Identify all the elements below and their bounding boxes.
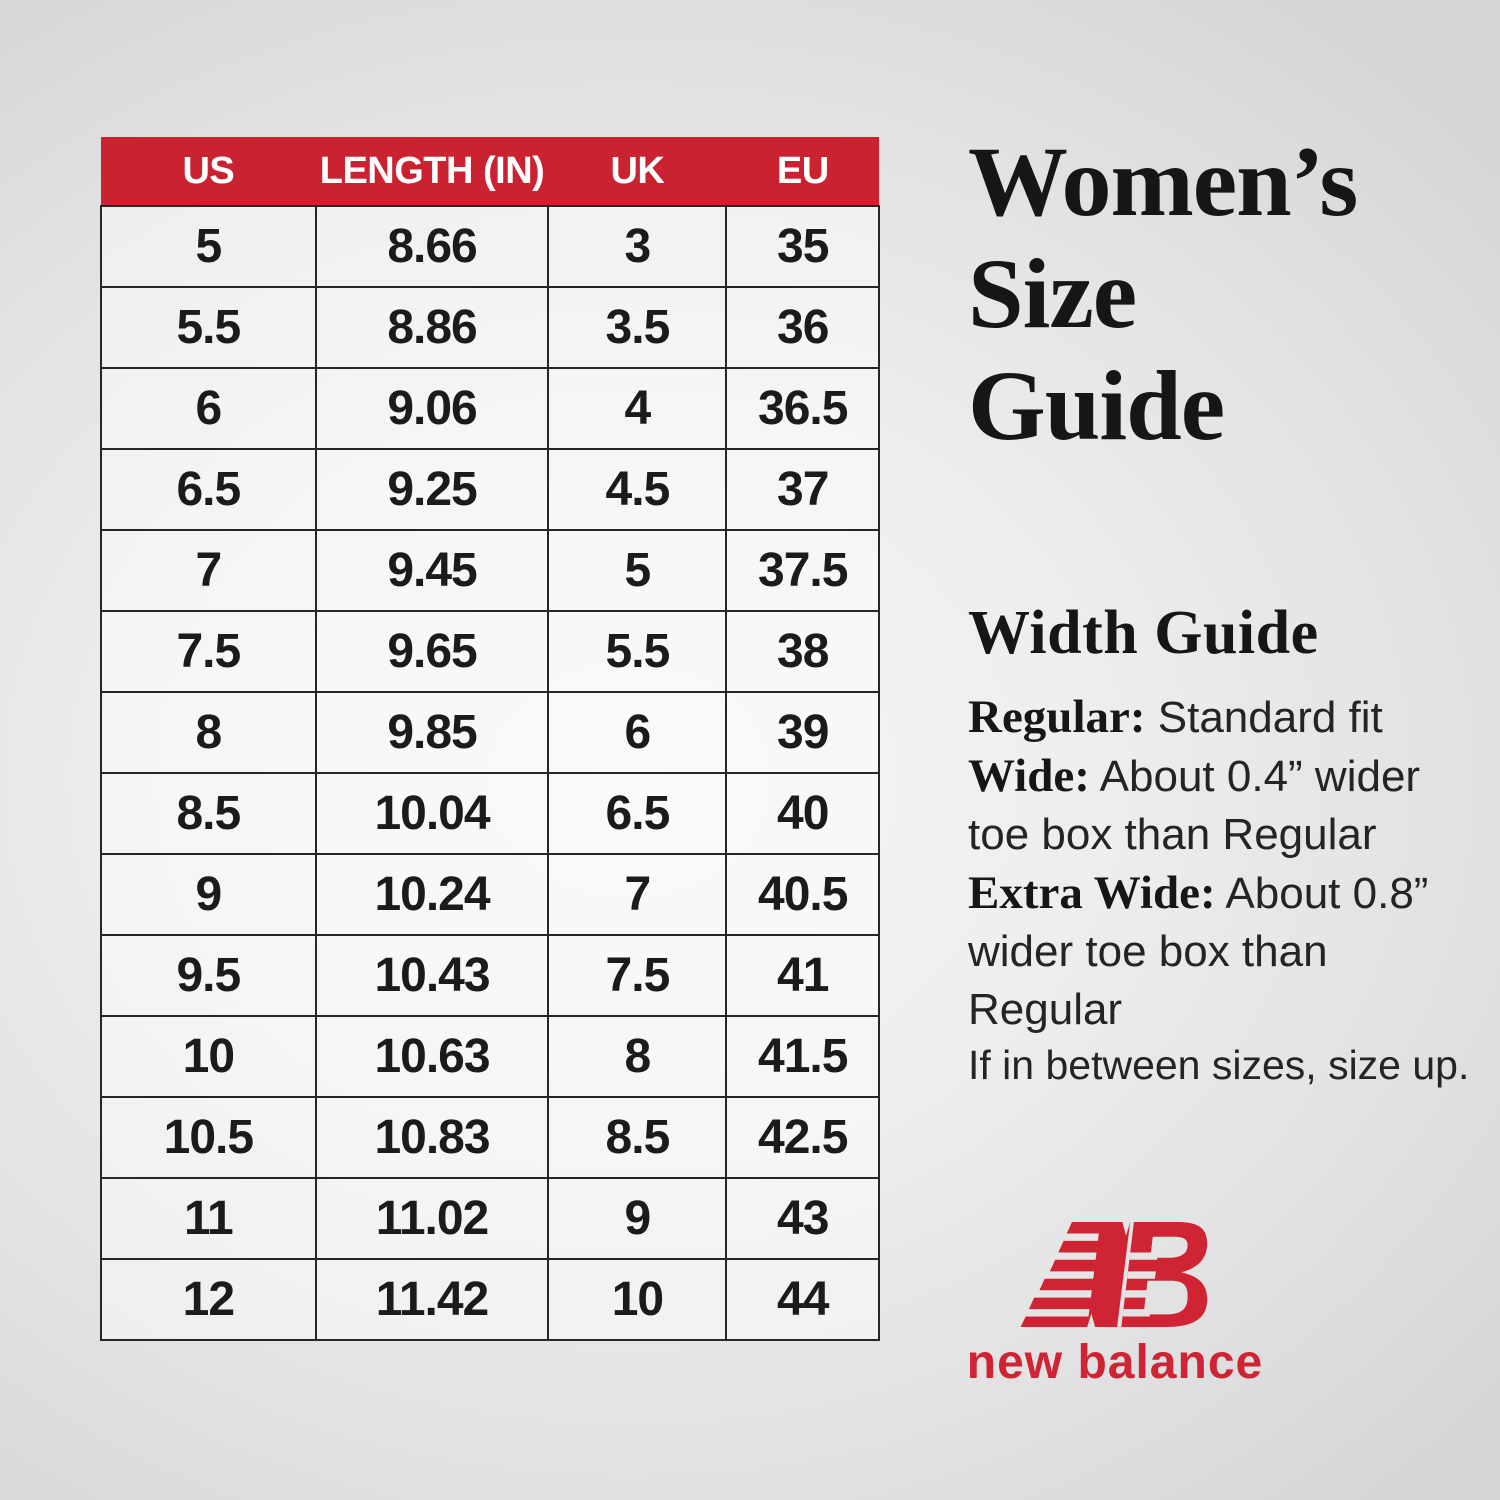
size-cell: 9.45 [316, 530, 549, 611]
column-header-us: US [101, 137, 316, 206]
table-row [101, 854, 879, 935]
brand-block [950, 1222, 1280, 1390]
size-cell: 7.5 [101, 611, 316, 692]
size-cell: 4 [548, 368, 726, 449]
size-cell: 8.86 [316, 287, 549, 368]
size-cell: 10.5 [101, 1097, 316, 1178]
size-cell: 44 [726, 1259, 879, 1340]
size-cell: 8.5 [101, 773, 316, 854]
column-header-eu: EU [726, 137, 879, 206]
size-cell: 36.5 [726, 368, 879, 449]
size-cell: 43 [726, 1178, 879, 1259]
size-cell: 8.66 [316, 206, 549, 287]
page-title-line-1: Women’s [968, 126, 1358, 237]
table-row [101, 1178, 879, 1259]
page-title [968, 126, 1357, 462]
size-conversion-table [100, 137, 880, 1341]
size-cell: 5 [101, 206, 316, 287]
table-row [101, 287, 879, 368]
table-body [101, 206, 879, 1340]
width-guide-heading: Width Guide [968, 599, 1319, 667]
size-cell: 11.42 [316, 1259, 549, 1340]
size-cell: 7.5 [548, 935, 726, 1016]
size-cell: 11 [101, 1178, 316, 1259]
table-row [101, 611, 879, 692]
size-cell: 5.5 [101, 287, 316, 368]
new-balance-logo-icon [1020, 1222, 1210, 1327]
size-cell: 7 [101, 530, 316, 611]
size-cell: 10.83 [316, 1097, 549, 1178]
column-header-length: LENGTH (IN) [316, 137, 549, 206]
size-cell: 38 [726, 611, 879, 692]
size-cell: 40.5 [726, 854, 879, 935]
sizing-note: If in between sizes, size up. [968, 1042, 1470, 1088]
page-title-line-3: Guide [968, 350, 1225, 461]
column-header-uk: UK [548, 137, 726, 206]
size-cell: 4.5 [548, 449, 726, 530]
table-row [101, 530, 879, 611]
table-row [101, 1259, 879, 1340]
size-cell: 9.25 [316, 449, 549, 530]
size-cell: 8 [101, 692, 316, 773]
size-cell: 36 [726, 287, 879, 368]
size-cell: 41 [726, 935, 879, 1016]
size-cell: 41.5 [726, 1016, 879, 1097]
size-cell: 3 [548, 206, 726, 287]
size-cell: 3.5 [548, 287, 726, 368]
size-cell: 10 [548, 1259, 726, 1340]
size-cell: 6 [548, 692, 726, 773]
size-cell: 11.02 [316, 1178, 549, 1259]
width-guide-extra-wide-label: Extra Wide: [968, 867, 1216, 919]
size-cell: 10.43 [316, 935, 549, 1016]
page-title-line-2: Size [968, 238, 1137, 349]
size-cell: 5.5 [548, 611, 726, 692]
table-row [101, 449, 879, 530]
size-cell: 7 [548, 854, 726, 935]
table-row [101, 1016, 879, 1097]
size-cell: 10.24 [316, 854, 549, 935]
width-guide-extra-wide-text: About 0.8” wider toe box than Regular [968, 869, 1429, 1034]
size-cell: 10.63 [316, 1016, 549, 1097]
size-cell: 10 [101, 1016, 316, 1097]
width-guide-regular-text: Standard fit [1145, 693, 1383, 742]
size-cell: 9.85 [316, 692, 549, 773]
size-cell: 9.65 [316, 611, 549, 692]
size-cell: 10.04 [316, 773, 549, 854]
size-cell: 6.5 [548, 773, 726, 854]
size-cell: 39 [726, 692, 879, 773]
table-row [101, 773, 879, 854]
size-cell: 8 [548, 1016, 726, 1097]
size-cell: 12 [101, 1259, 316, 1340]
size-cell: 35 [726, 206, 879, 287]
size-cell: 6.5 [101, 449, 316, 530]
size-cell: 6 [101, 368, 316, 449]
size-cell: 9 [101, 854, 316, 935]
width-guide-text [968, 688, 1480, 1039]
table-header-row [101, 137, 879, 206]
table-row [101, 935, 879, 1016]
width-guide-regular-label: Regular: [968, 691, 1146, 743]
size-cell: 40 [726, 773, 879, 854]
size-cell: 42.5 [726, 1097, 879, 1178]
size-cell: 9 [548, 1178, 726, 1259]
size-cell: 5 [548, 530, 726, 611]
table-row [101, 206, 879, 287]
size-cell: 37 [726, 449, 879, 530]
size-cell: 9.5 [101, 935, 316, 1016]
table-row [101, 1097, 879, 1178]
width-guide-wide-label: Wide: [968, 750, 1090, 802]
table-row [101, 368, 879, 449]
width-guide-wide-text: About 0.4” wider toe box than Regular [968, 752, 1421, 859]
size-cell: 8.5 [548, 1097, 726, 1178]
new-balance-wordmark: new balance [966, 1336, 1264, 1389]
size-cell: 37.5 [726, 530, 879, 611]
size-cell: 9.06 [316, 368, 549, 449]
table-row [101, 692, 879, 773]
